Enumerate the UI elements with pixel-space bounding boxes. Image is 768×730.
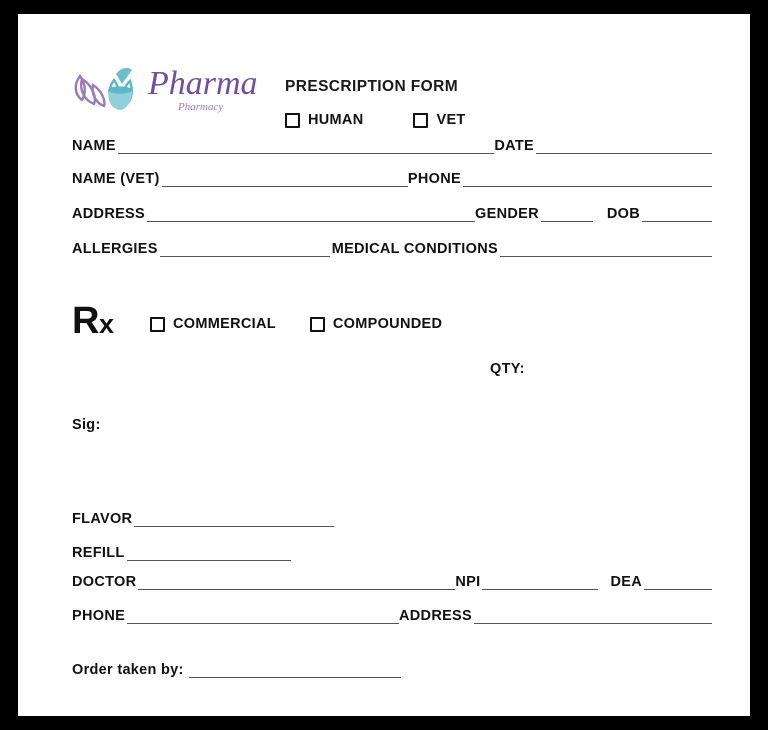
- rx-type-checkbox-group: [150, 316, 476, 332]
- input-name-vet[interactable]: [162, 172, 408, 187]
- input-name[interactable]: [118, 139, 494, 154]
- input-allergies[interactable]: [160, 242, 330, 257]
- label-address: ADDRESS: [72, 206, 145, 222]
- input-npi[interactable]: [482, 575, 598, 590]
- label-order-taken-by: Order taken by:: [72, 662, 184, 678]
- row-allergies-conditions: [72, 235, 712, 257]
- checkbox-option-vet[interactable]: [413, 112, 465, 128]
- label-flavor: FLAVOR: [72, 511, 133, 527]
- row-doctor-npi-dea: [72, 568, 712, 590]
- label-phone: PHONE: [407, 171, 461, 187]
- checkbox-compounded[interactable]: [310, 317, 325, 332]
- label-dea: DEA: [610, 574, 642, 590]
- row-flavor: [72, 505, 712, 527]
- prescription-form-page: [18, 14, 750, 716]
- row-namevet-phone: [72, 165, 712, 187]
- patient-type-checkbox-group: [285, 112, 516, 128]
- label-npi: NPI: [455, 574, 481, 590]
- label-address-2: ADDRESS: [399, 608, 472, 624]
- label-medical-conditions: MEDICAL CONDITIONS: [331, 241, 498, 257]
- row-order-taken-by: [72, 662, 401, 678]
- page-title: PRESCRIPTION FORM: [285, 78, 459, 95]
- checkbox-option-commercial[interactable]: [150, 316, 276, 332]
- checkbox-human-label: HUMAN: [308, 112, 364, 128]
- input-gender[interactable]: [541, 207, 593, 222]
- checkbox-option-human[interactable]: [285, 112, 363, 128]
- checkbox-compounded-label: COMPOUNDED: [332, 316, 443, 332]
- input-order-taken-by[interactable]: [189, 663, 401, 678]
- input-phone[interactable]: [463, 172, 712, 187]
- label-name-vet: NAME (VET): [72, 171, 160, 187]
- label-sig: Sig:: [72, 417, 101, 433]
- input-flavor[interactable]: [134, 512, 334, 527]
- input-doctor[interactable]: [138, 575, 455, 590]
- checkbox-human[interactable]: [285, 113, 300, 128]
- label-phone-2: PHONE: [72, 608, 126, 624]
- checkbox-commercial-label: COMMERCIAL: [173, 316, 276, 332]
- rx-symbol: [72, 300, 113, 343]
- pharma-pharmacy-logo: [70, 54, 260, 124]
- row-phone-address: [72, 602, 712, 624]
- label-gender: GENDER: [475, 206, 539, 222]
- label-refill: REFILL: [72, 545, 125, 561]
- input-date[interactable]: [536, 139, 712, 154]
- input-address[interactable]: [147, 207, 475, 222]
- checkbox-option-compounded[interactable]: [310, 316, 442, 332]
- label-allergies: ALLERGIES: [72, 241, 158, 257]
- rx-symbol-x: x: [98, 309, 114, 339]
- row-address-gender-dob: [72, 200, 712, 222]
- input-phone-2[interactable]: [127, 609, 399, 624]
- checkbox-vet[interactable]: [413, 113, 428, 128]
- svg-text:Pharma: Pharma: [148, 65, 258, 102]
- row-name-date: [72, 132, 712, 154]
- label-qty: QTY:: [490, 361, 525, 377]
- form-header: [18, 36, 750, 146]
- input-dea[interactable]: [644, 575, 712, 590]
- checkbox-commercial[interactable]: [150, 317, 165, 332]
- checkbox-vet-label: VET: [436, 112, 466, 128]
- input-dob[interactable]: [642, 207, 712, 222]
- label-dob: DOB: [606, 206, 640, 222]
- rx-symbol-r: R: [72, 300, 99, 342]
- label-date: DATE: [494, 138, 534, 154]
- input-medical-conditions[interactable]: [500, 242, 712, 257]
- row-refill: [72, 539, 712, 561]
- input-address-2[interactable]: [474, 609, 712, 624]
- input-refill[interactable]: [127, 546, 291, 561]
- label-name: NAME: [72, 138, 116, 154]
- label-doctor: DOCTOR: [72, 574, 137, 590]
- svg-text:Pharmacy: Pharmacy: [178, 101, 224, 113]
